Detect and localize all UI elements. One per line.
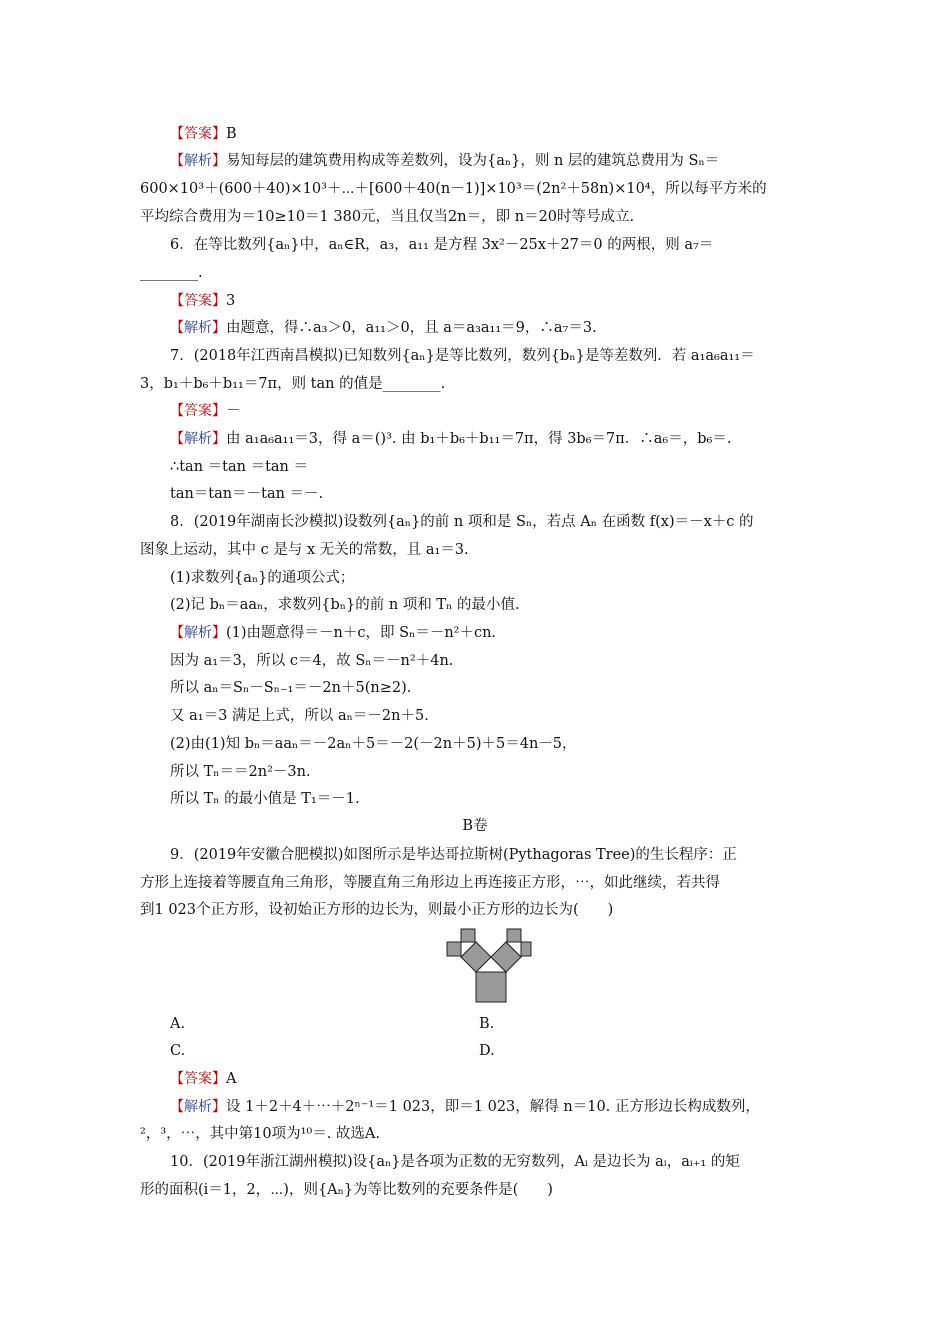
line-text: 由题意，得∴a₃＞0，a₁₁＞0，且 a＝a₃a₁₁＝9，∴a₇＝3. <box>226 320 597 336</box>
tag-label: 解析 <box>184 625 212 641</box>
line-text: ________. <box>140 265 203 281</box>
line-text: A <box>226 1071 237 1087</box>
text-line-q9-1 <box>170 845 820 865</box>
line-text: B <box>226 126 237 142</box>
tag-bracket-right: 】 <box>212 625 226 641</box>
tag-label: 答案 <box>184 293 212 309</box>
text-line-ana9-1 <box>170 1097 820 1117</box>
line-text: tan＝tan＝－tan ＝－. <box>170 486 324 502</box>
line-text: 到1 023个正方形，设初始正方形的边长为，则最小正方形的边长为( ) <box>140 902 614 918</box>
text-line-ana8-4 <box>170 706 820 726</box>
text-line-q7-1 <box>170 346 820 366</box>
tree-square-top-3 <box>507 929 521 942</box>
tree-square-top-4 <box>521 942 531 956</box>
tag-bracket-left: 【 <box>170 320 184 336</box>
analysis-tag <box>170 625 226 641</box>
text-line-q6-2 <box>140 263 790 283</box>
tag-bracket-left: 【 <box>170 153 184 169</box>
text-line-ana7-1 <box>170 429 820 449</box>
analysis-tag <box>170 153 226 169</box>
line-text: 平均综合费用为＝10≥10＝1 380元，当且仅当2n＝，即 n＝20时等号成立. <box>140 209 635 225</box>
line-text: ∴tan ＝tan ＝tan ＝ <box>170 459 308 475</box>
tag-label: 解析 <box>184 153 212 169</box>
text-line-ana9-2 <box>140 1124 790 1144</box>
text-line-q10-2 <box>140 1180 790 1200</box>
text-line-q8-3 <box>170 568 820 588</box>
line-text: 3，b₁＋b₆＋b₁₁＝7π，则 tan 的值是________. <box>140 376 446 392</box>
text-line-ana8-2 <box>170 651 820 671</box>
tree-square-base <box>476 972 506 1002</box>
answer-tag <box>170 1071 226 1087</box>
analysis-tag <box>170 431 226 447</box>
text-line-ans5 <box>170 124 820 144</box>
tag-bracket-right: 】 <box>212 126 226 142</box>
option-b: B. <box>479 1016 495 1032</box>
text-line-q8-4 <box>170 595 820 615</box>
line-text: 600×10³＋(600＋40)×10³＋⋯＋[600＋40(n－1)]×10³＝(2n²＋58n)×10⁴，所以每平方米的 <box>140 181 767 197</box>
line-text: 易知每层的建筑费用构成等差数列，设为{aₙ}，则 n 层的建筑总费用为 Sₙ＝ <box>226 153 720 169</box>
line-text: (2)由(1)知 bₙ＝aaₙ＝－2aₙ＋5＝－2(－2n＋5)＋5＝4n－5， <box>170 736 577 752</box>
tag-bracket-left: 【 <box>170 126 184 142</box>
text-line-q9-3 <box>140 900 790 920</box>
tag-bracket-right: 】 <box>212 293 226 309</box>
line-text: 8．(2019年湖南长沙模拟)设数列{aₙ}的前 n 项和是 Sₙ，若点 Aₙ 在函数 f(x)＝－x＋c 的 <box>170 514 754 530</box>
tag-bracket-right: 】 <box>212 403 226 419</box>
text-line-ana8-5 <box>170 734 820 754</box>
text-line-q10-1 <box>170 1152 820 1172</box>
line-text: － <box>226 403 241 419</box>
answer-tag <box>170 403 226 419</box>
analysis-tag <box>170 320 226 336</box>
line-text: 9．(2019年安徽合肥模拟)如图所示是毕达哥拉斯树(Pythagoras Tree)的生长程序：正 <box>170 847 737 863</box>
text-line-q6-1 <box>170 235 820 255</box>
line-text: 因为 a₁＝3，所以 c＝4，故 Sₙ＝－n²＋4n. <box>170 653 454 669</box>
line-text: 由 a₁a₆a₁₁＝3，得 a＝()³. 由 b₁＋b₆＋b₁₁＝7π，得 3b₆＝7π．∴a₆＝，b₆＝. <box>226 431 732 447</box>
tag-bracket-left: 【 <box>170 293 184 309</box>
tree-square-top-2 <box>461 929 475 942</box>
line-text: ²，³，⋯，其中第10项为¹⁰＝. 故选A. <box>140 1126 380 1142</box>
tag-bracket-left: 【 <box>170 403 184 419</box>
option-a: A. <box>170 1016 186 1032</box>
tag-label: 解析 <box>184 431 212 447</box>
section-title: B卷 <box>462 818 488 834</box>
tag-label: 解析 <box>184 1099 212 1115</box>
tag-bracket-right: 】 <box>212 431 226 447</box>
tag-bracket-right: 】 <box>212 320 226 336</box>
line-text: 所以 Tₙ 的最小值是 T₁＝－1. <box>170 791 360 807</box>
text-line-ans9 <box>170 1069 820 1089</box>
line-text: 图象上运动，其中 c 是与 x 无关的常数，且 a₁＝3. <box>140 542 469 558</box>
option-c: C. <box>170 1043 186 1059</box>
line-text: 又 a₁＝3 满足上式，所以 aₙ＝－2n＋5. <box>170 708 429 724</box>
text-line-q7-2 <box>140 374 790 394</box>
text-line-q8-1 <box>170 512 820 532</box>
line-text: 3 <box>226 293 236 309</box>
line-text: 设 1＋2＋4＋⋯＋2ⁿ⁻¹＝1 023，即＝1 023，解得 n＝10. 正方形边长构成数列， <box>226 1099 760 1115</box>
tag-bracket-left: 【 <box>170 1071 184 1087</box>
line-text: 方形上连接着等腰直角三角形，等腰直角三角形边上再连接正方形，⋯，如此继续，若共得 <box>140 875 720 891</box>
tag-bracket-left: 【 <box>170 431 184 447</box>
text-line-ana8-7 <box>170 789 820 809</box>
tag-bracket-left: 【 <box>170 1099 184 1115</box>
tag-bracket-right: 】 <box>212 153 226 169</box>
pythagoras-tree-figure <box>446 928 532 1004</box>
line-text: 所以 aₙ＝Sₙ－Sₙ₋₁＝－2n＋5(n≥2). <box>170 680 412 696</box>
line-text: 形的面积(i＝1，2，⋯)，则{Aₙ}为等比数列的充要条件是( ) <box>140 1182 553 1198</box>
text-line-q9-2 <box>140 873 790 893</box>
text-line-ana7-2 <box>170 457 820 477</box>
line-text: 7．(2018年江西南昌模拟)已知数列{aₙ}是等比数列，数列{bₙ}是等差数列．若 a₁a₆a₁₁＝ <box>170 348 755 364</box>
text-line-ana8-3 <box>170 678 820 698</box>
tag-label: 答案 <box>184 126 212 142</box>
text-line-ana5-1 <box>170 151 820 171</box>
text-line-q8-2 <box>140 540 790 560</box>
tag-label: 解析 <box>184 320 212 336</box>
line-text: (1)求数列{aₙ}的通项公式； <box>170 570 355 586</box>
text-line-ana6 <box>170 318 820 338</box>
tag-bracket-right: 】 <box>212 1099 226 1115</box>
line-text: (2)记 bₙ＝aaₙ，求数列{bₙ}的前 n 项和 Tₙ 的最小值. <box>170 597 520 613</box>
text-line-ans6 <box>170 291 820 311</box>
tree-square-top-1 <box>447 942 461 956</box>
text-line-ana8-1 <box>170 623 820 643</box>
text-line-ana5-2 <box>140 179 790 199</box>
tag-label: 答案 <box>184 403 212 419</box>
text-line-ana8-6 <box>170 762 820 782</box>
line-text: (1)由题意得＝－n＋c，即 Sₙ＝－n²＋cn. <box>226 625 497 641</box>
analysis-tag <box>170 1099 226 1115</box>
answer-tag <box>170 126 226 142</box>
text-line-ana7-3 <box>170 484 820 504</box>
text-line-ans7 <box>170 401 820 421</box>
option-d: D. <box>479 1043 495 1059</box>
tag-bracket-left: 【 <box>170 625 184 641</box>
line-text: 10．(2019年浙江湖州模拟)设{aₙ}是各项为正数的无穷数列，Aᵢ 是边长为 aᵢ，aᵢ₊₁ 的矩 <box>170 1154 740 1170</box>
line-text: 6．在等比数列{aₙ}中，aₙ∈R，a₃，a₁₁ 是方程 3x²－25x＋27＝0 的两根，则 a₇＝ <box>170 237 714 253</box>
line-text: 所以 Tₙ＝＝2n²－3n. <box>170 764 311 780</box>
answer-tag <box>170 293 226 309</box>
tag-bracket-right: 】 <box>212 1071 226 1087</box>
text-line-ana5-3 <box>140 207 790 227</box>
tag-label: 答案 <box>184 1071 212 1087</box>
